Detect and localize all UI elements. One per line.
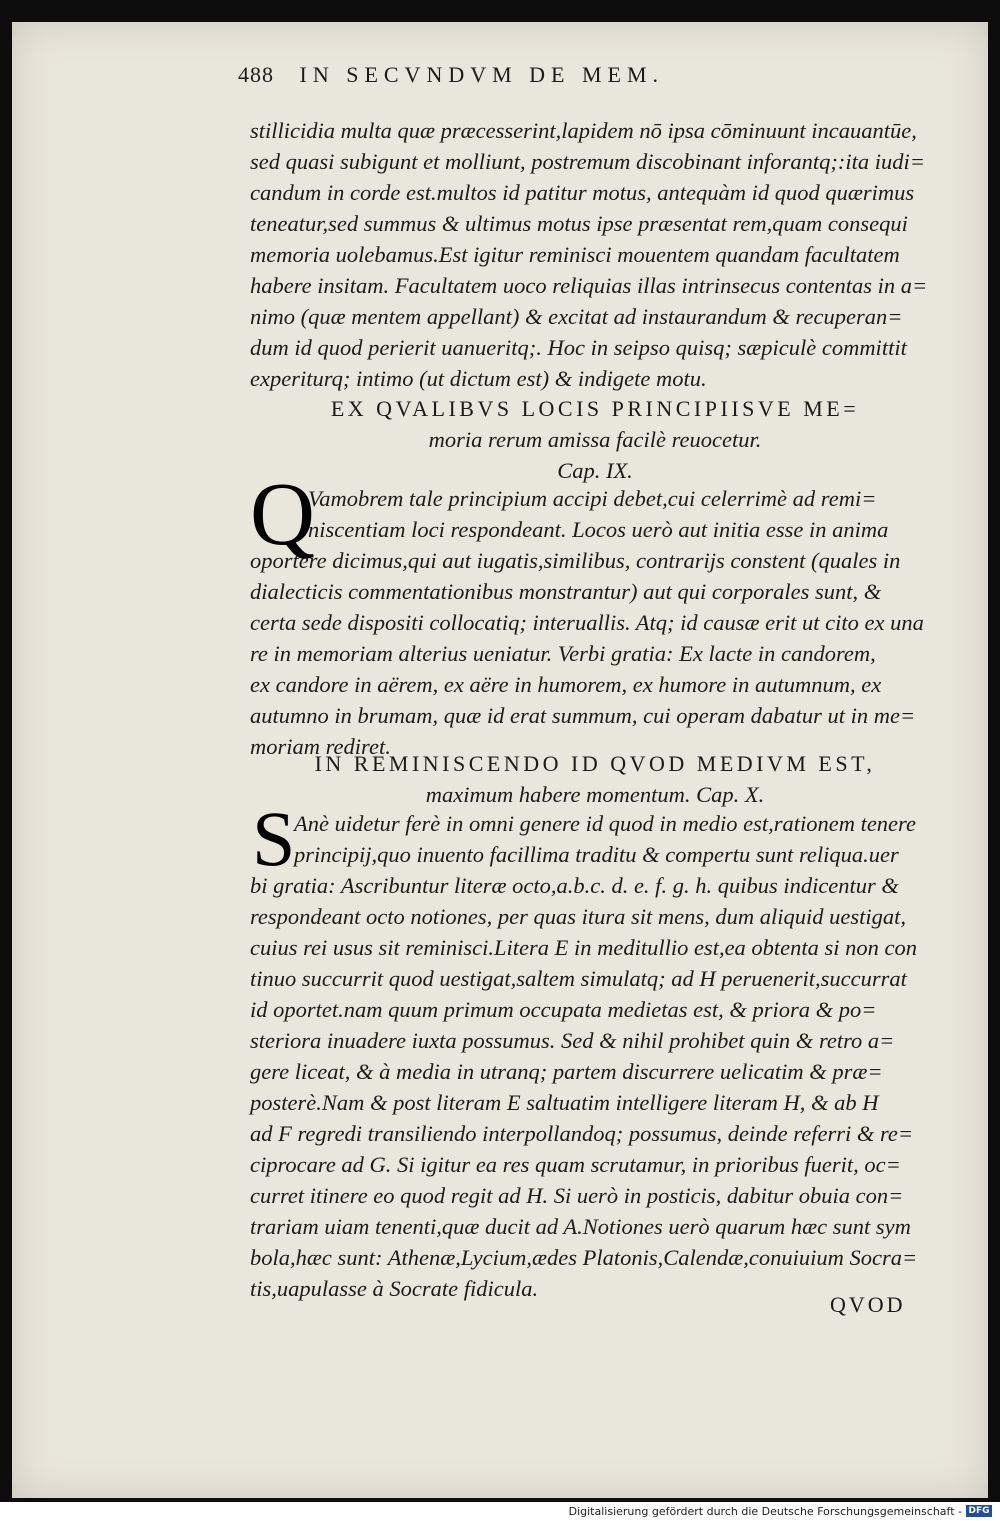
text-line: oportere dicimus,qui aut iugatis,similibus, contrarijs constent (quales in bbox=[250, 548, 901, 573]
text-line: respondeant octo notiones, per quas itura sit mens, dum aliquid uestigat, bbox=[250, 904, 907, 929]
chapter-10-heading: IN REMINISCENDO ID QVOD MEDIVM EST, bbox=[314, 751, 876, 776]
running-head bbox=[238, 62, 938, 88]
text-line: re in memoriam alterius ueniatur. Verbi gratia: Ex lacte in candorem, bbox=[250, 641, 876, 666]
text-line: principij,quo inuento facillima traditu & compertu sunt reliqua.uer bbox=[294, 842, 899, 867]
text-line: tinuo succurrit quod uestigat,saltem simulatq; ad H peruenerit,succurrat bbox=[250, 966, 907, 991]
text-line: sed quasi subigunt et molliunt, postremum discobinant inforantq;:ita iudi= bbox=[250, 149, 925, 174]
text-line: teneatur,sed summus & ultimus motus ipse præsentat rem,quam consequi bbox=[250, 211, 908, 236]
text-line: nimo (quæ mentem appellant) & excitat ad instaurandum & recuperan= bbox=[250, 304, 903, 329]
chapter-10-body bbox=[250, 808, 940, 1304]
running-title: IN SECVNDVM DE MEM. bbox=[299, 62, 665, 87]
chapter-9-heading-block bbox=[250, 393, 940, 486]
text-line: gere liceat, & à media in utranq; partem discurrere uelicatim & præ= bbox=[250, 1059, 883, 1084]
chapter-9-subheading: moria rerum amissa facilè reuocetur. bbox=[428, 427, 762, 452]
text-line: stillicidia multa quæ præcesserint,lapidem nō ipsa cōminuunt incauantūe, bbox=[250, 118, 917, 143]
text-line: dialecticis commentationibus monstrantur) aut qui corporales sunt, & bbox=[250, 579, 882, 604]
catchword: QVOD bbox=[830, 1292, 906, 1317]
text-line: niscentiam loci respondeant. Locos uerò aut initia esse in anima bbox=[308, 517, 889, 542]
text-line: experiturq; intimo (ut dictum est) & indigete motu. bbox=[250, 366, 707, 391]
text-line: ex candore in aërem, ex aëre in humorem, ex humore in autumnum, ex bbox=[250, 672, 882, 697]
text-line: memoria uolebamus.Est igitur reminisci mouentem quandam facultatem bbox=[250, 242, 900, 267]
text-line: id oportet.nam quum primum occupata medietas est, & priora & po= bbox=[250, 997, 877, 1022]
text-line: cuius rei usus sit reminisci.Litera E in meditullio est,ea obtenta si non con bbox=[250, 935, 918, 960]
drop-cap-s: S bbox=[252, 795, 296, 882]
text-line: posterè.Nam & post literam E saltuatim intelligere literam H, & ab H bbox=[250, 1090, 879, 1115]
text-line: candum in corde est.multos id patitur motus, antequàm id quod quærimus bbox=[250, 180, 915, 205]
chapter-10-subheading: maximum habere momentum. Cap. X. bbox=[425, 782, 765, 807]
text-line: Anè uidetur ferè in omni genere id quod in medio est,rationem tenere bbox=[294, 811, 916, 836]
text-line: moriam rediret. bbox=[250, 734, 391, 759]
text-line: ad F regredi transiliendo interpollandoq; possumus, deinde referri & re= bbox=[250, 1121, 914, 1146]
chapter-10-heading-block bbox=[250, 748, 940, 810]
chapter-9-cap: Cap. IX. bbox=[557, 458, 633, 483]
text-line: tis,uapulasse à Socrate fidicula. bbox=[250, 1276, 539, 1301]
text-line: curret itinere eo quod regit ad H. Si uerò in posticis, dabitur obuia con= bbox=[250, 1183, 904, 1208]
digitization-credit: Digitalisierung gefördert durch die Deutsche Forschungsgemeinschaft - bbox=[568, 1505, 962, 1518]
text-line: trariam uiam tenenti,quæ ducit ad A.Notiones uerò quarum hæc sunt sym bbox=[250, 1214, 911, 1239]
text-line: Vamobrem tale principium accipi debet,cui celerrimè ad remi= bbox=[308, 486, 877, 511]
chapter-9-body bbox=[250, 483, 940, 762]
text-line: bola,hæc sunt: Athenæ,Lycium,ædes Platonis,Calendæ,conuiuium Socra= bbox=[250, 1245, 918, 1270]
paragraph-continuation bbox=[250, 115, 940, 394]
page-number: 488 bbox=[238, 62, 274, 87]
text-line: bi gratia: Ascribuntur literæ octo,a.b.c. d. e. f. g. h. quibus indicentur & bbox=[250, 873, 899, 898]
dfg-logo: DFG bbox=[966, 1505, 992, 1517]
drop-cap-q: Q bbox=[250, 465, 315, 564]
text-line: habere insitam. Facultatem uoco reliquias illas intrinsecus contentas in a= bbox=[250, 273, 928, 298]
text-line: dum id quod perierit uanueritq;. Hoc in seipso quisq; sæpiculè committit bbox=[250, 335, 907, 360]
text-line: autumno in brumam, quæ id erat summum, cui operam dabatur ut in me= bbox=[250, 703, 916, 728]
text-line: ciprocare ad G. Si igitur ea res quam scrutamur, in prioribus fuerit, oc= bbox=[250, 1152, 901, 1177]
text-line: certa sede dispositi collocatiq; interuallis. Atq; id causæ erit ut cito ex una bbox=[250, 610, 924, 635]
chapter-9-heading: EX QVALIBVS LOCIS PRINCIPIISVE ME= bbox=[330, 396, 860, 421]
text-line: steriora inuadere iuxta possumus. Sed & nihil prohibet quin & retro a= bbox=[250, 1028, 895, 1053]
